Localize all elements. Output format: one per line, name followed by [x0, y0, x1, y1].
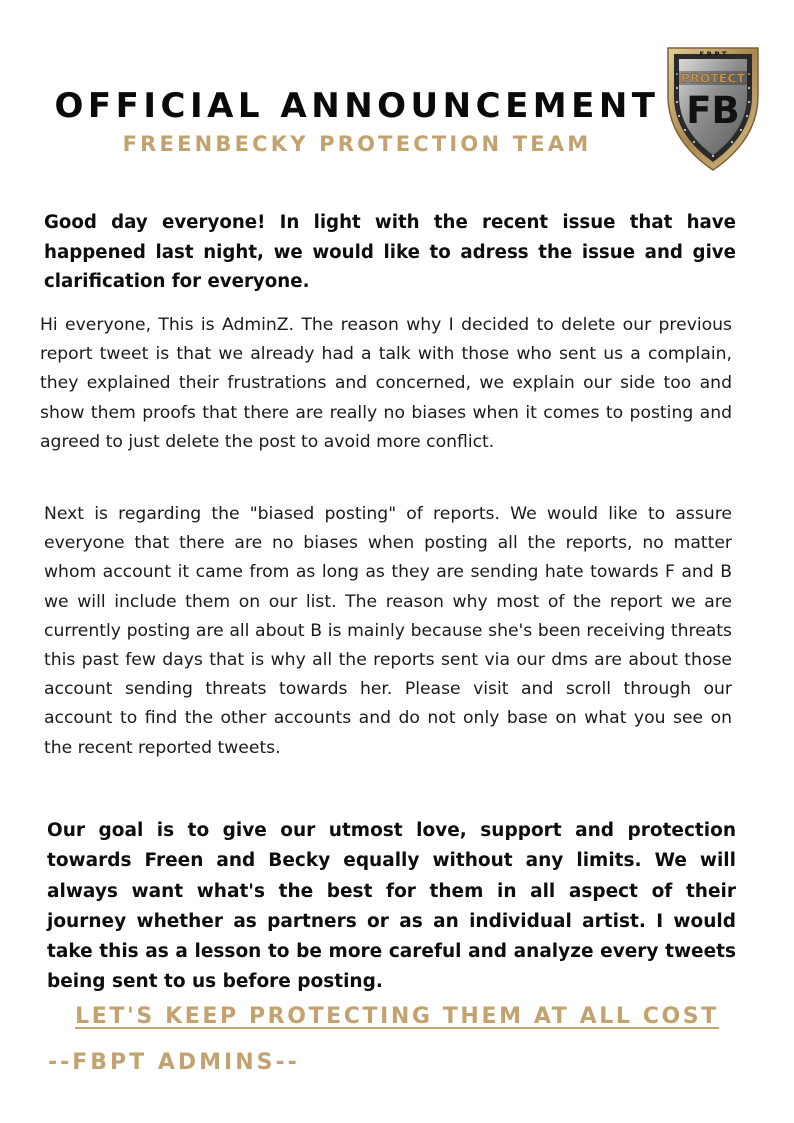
- closing-slogan: LET'S KEEP PROTECTING THEM AT ALL COST: [75, 1004, 719, 1029]
- goal-paragraph: Our goal is to give our utmost love, support and protection towards Freen and Becky equally without any limits. We will always want what's the best for them in all aspect of their journey whether as partners or as an individual artist. I would take this as a lesson to be more careful and analyze every tweets being sent to us before posting.: [47, 820, 736, 993]
- team-subtitle: FREENBECKY PROTECTION TEAM: [122, 132, 592, 156]
- page-title: OFFICIAL ANNOUNCEMENT: [54, 86, 660, 126]
- biased-posting-paragraph: Next is regarding the "biased posting" of reports. We would like to assure everyone that there are no biases when posting all the reports, no matter whom account it came from as long as they are sending hate towards F and B we will include them on our list. The reason why most of the report we are currently posting are all about B is mainly because she's been receiving threats this past few days that is why all the reports sent via our dms are about those account sending threats towards her. Please visit and scroll through our account to find the other accounts and do not only base on what you see on the recent reported tweets.: [44, 504, 732, 758]
- admin-explanation-paragraph: Hi everyone, This is AdminZ. The reason why I decided to delete our previous report tweet is that we already had a talk with those who sent us a complain, they explained their frustrations and concerned, we explain our side too and show them proofs that there are really no biases when it comes to posting and agreed to just delete the post to avoid more conflict.: [40, 315, 732, 452]
- admins-signature: --FBPT ADMINS--: [48, 1050, 300, 1075]
- protect-fb-shield-logo: [662, 44, 764, 174]
- intro-paragraph: Good day everyone! In light with the recent issue that have happened last night, we would like to adress the issue and give clarification for everyone.: [44, 212, 736, 292]
- logo-top-text: F B P T: [699, 50, 727, 59]
- logo-banner-text: PROTECT: [680, 70, 746, 86]
- logo-mark-text: FB: [686, 89, 740, 132]
